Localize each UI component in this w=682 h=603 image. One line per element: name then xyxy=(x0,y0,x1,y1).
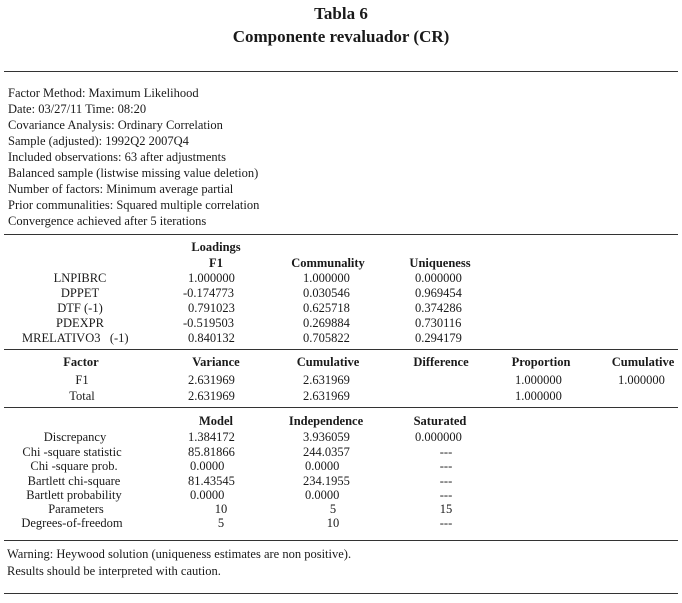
cumulative-value: 2.631969 xyxy=(303,373,350,387)
model-value: 1.384172 xyxy=(188,430,235,444)
bottom-rule xyxy=(4,593,678,594)
col-header-independence: Independence xyxy=(288,414,364,428)
info-line: Balanced sample (listwise missing value deletion) xyxy=(8,166,259,180)
variance-value: 2.631969 xyxy=(188,373,235,387)
independence-value: 10 xyxy=(326,516,340,530)
col-header-model: Model xyxy=(198,414,234,428)
saturated-value: 0.000000 xyxy=(415,430,462,444)
cumulative-proportion-value: 1.000000 xyxy=(618,373,665,387)
row-label: F1 xyxy=(75,373,89,387)
model-value: 0.0000 xyxy=(190,459,225,473)
rule-before-factor xyxy=(4,349,678,350)
independence-value: 0.0000 xyxy=(305,488,340,502)
proportion-value: 1.000000 xyxy=(515,389,562,403)
communality-value: 0.030546 xyxy=(303,286,350,300)
independence-value: 3.936059 xyxy=(303,430,350,444)
row-label: Parameters xyxy=(48,502,104,516)
col-header-cumulative: Cumulative xyxy=(296,355,360,369)
col-header-variance: Variance xyxy=(192,355,240,369)
row-label: Bartlett chi-square xyxy=(27,474,121,488)
rule-before-model xyxy=(4,407,678,408)
warning-note: Warning: Heywood solution (uniqueness estimates are non positive). xyxy=(7,547,352,561)
variance-value: 2.631969 xyxy=(188,389,235,403)
independence-value: 234.1955 xyxy=(303,474,350,488)
uniqueness-value: 0.730116 xyxy=(415,316,462,330)
saturated-value: --- xyxy=(439,488,453,502)
proportion-value: 1.000000 xyxy=(515,373,562,387)
col-header-f1: F1 xyxy=(209,256,223,270)
info-line: Date: 03/27/11 Time: 08:20 xyxy=(8,102,147,116)
saturated-value: --- xyxy=(439,516,453,530)
col-header-factor: Factor xyxy=(63,355,99,369)
model-value: 5 xyxy=(217,516,225,530)
row-label: PDEXPR xyxy=(56,316,104,330)
saturated-value: --- xyxy=(439,459,453,473)
info-line: Sample (adjusted): 1992Q2 2007Q4 xyxy=(8,134,189,148)
rule-before-loadings xyxy=(4,234,678,235)
info-line: Number of factors: Minimum average partial xyxy=(8,182,234,196)
f1-value: 0.791023 xyxy=(188,301,235,315)
model-value: 81.43545 xyxy=(188,474,235,488)
row-label: DTF (-1) xyxy=(57,301,103,315)
model-value: 85.81866 xyxy=(188,445,235,459)
saturated-value: 15 xyxy=(439,502,453,516)
col-header-uniqueness: Uniqueness xyxy=(409,256,471,270)
row-label: Chi -square prob. xyxy=(30,459,118,473)
independence-value: 0.0000 xyxy=(305,459,340,473)
model-value: 0.0000 xyxy=(190,488,225,502)
row-label: LNPIBRC xyxy=(53,271,107,285)
info-line: Convergence achieved after 5 iterations xyxy=(8,214,207,228)
info-line: Covariance Analysis: Ordinary Correlation xyxy=(8,118,223,132)
col-header-saturated: Saturated xyxy=(413,414,467,428)
rule-before-footer xyxy=(4,540,678,541)
info-line: Factor Method: Maximum Likelihood xyxy=(8,86,199,100)
caution-note: Results should be interpreted with caution. xyxy=(7,564,221,578)
f1-value: 1.000000 xyxy=(188,271,235,285)
footer-notes xyxy=(7,546,351,580)
info-line: Included observations: 63 after adjustments xyxy=(8,150,226,164)
loadings-group-header: Loadings xyxy=(191,240,241,254)
f1-value: -0.174773 xyxy=(183,286,235,300)
row-label: Bartlett probability xyxy=(26,488,122,502)
row-label: MRELATIVO3 (-1) xyxy=(22,331,129,345)
uniqueness-value: 0.374286 xyxy=(415,301,462,315)
table-subtitle: Componente revaluador (CR) xyxy=(232,27,450,46)
uniqueness-value: 0.969454 xyxy=(415,286,462,300)
communality-value: 0.269884 xyxy=(303,316,350,330)
row-label: DPPET xyxy=(60,286,100,300)
row-label: Degrees-of-freedom xyxy=(21,516,123,530)
row-label: Discrepancy xyxy=(43,430,107,444)
independence-value: 5 xyxy=(329,502,337,516)
communality-value: 0.625718 xyxy=(303,301,350,315)
col-header-communality: Communality xyxy=(291,256,365,270)
uniqueness-value: 0.000000 xyxy=(415,271,462,285)
model-value: 10 xyxy=(214,502,228,516)
communality-value: 0.705822 xyxy=(303,331,350,345)
saturated-value: --- xyxy=(439,474,453,488)
communality-value: 1.000000 xyxy=(303,271,350,285)
saturated-value: --- xyxy=(439,445,453,459)
table-title: Tabla 6 xyxy=(314,4,368,23)
independence-value: 244.0357 xyxy=(303,445,350,459)
uniqueness-value: 0.294179 xyxy=(415,331,462,345)
cumulative-value: 2.631969 xyxy=(303,389,350,403)
f1-value: 0.840132 xyxy=(188,331,235,345)
col-header-difference: Difference xyxy=(413,355,469,369)
f1-value: -0.519503 xyxy=(183,316,235,330)
estimation-info xyxy=(8,85,259,229)
col-header-proportion: Proportion xyxy=(511,355,571,369)
info-line: Prior communalities: Squared multiple correlation xyxy=(8,198,260,212)
row-label: Chi -square statistic xyxy=(22,445,122,459)
col-header-cumulative-proportion: Cumulative xyxy=(611,355,675,369)
top-rule xyxy=(4,71,678,72)
row-label: Total xyxy=(69,389,95,403)
